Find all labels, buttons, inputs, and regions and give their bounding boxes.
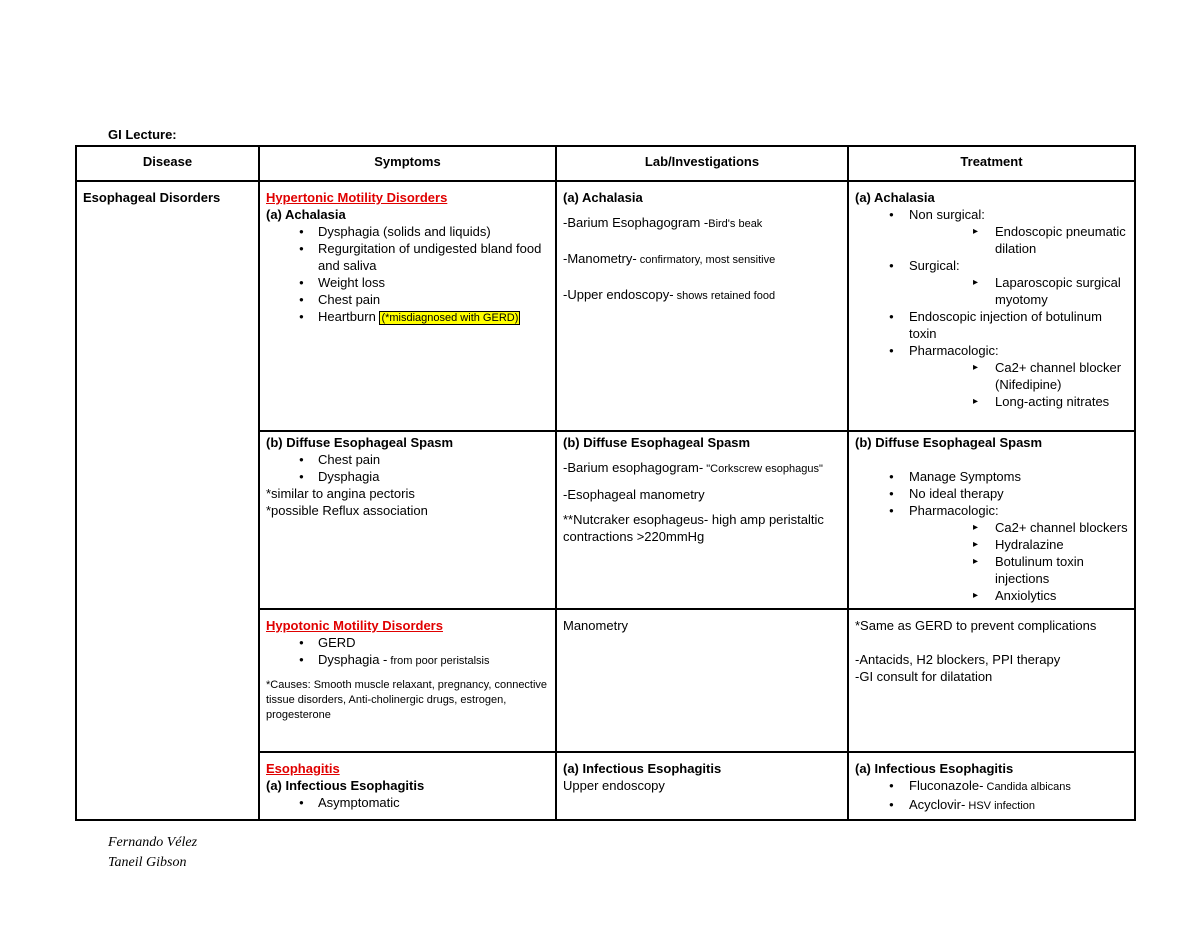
list-item-text: Heartburn xyxy=(318,309,376,324)
list-item xyxy=(266,651,549,670)
list-item-note: Candida albicans xyxy=(983,781,1071,793)
header-disease: Disease xyxy=(76,146,259,181)
subheading: (a) Achalasia xyxy=(563,190,643,205)
list-item: ▸ Ca2+ channel blocker (Nifedipine) xyxy=(909,359,1128,393)
symptoms-cell xyxy=(259,609,556,752)
symptom-list xyxy=(266,451,549,485)
list-item: ▸ Hydralazine xyxy=(909,536,1128,553)
document-title: GI Lecture: xyxy=(108,127,177,142)
list-item xyxy=(266,308,549,327)
disease-name: Esophageal Disorders xyxy=(83,190,221,205)
table-row xyxy=(76,181,1135,431)
list-item: ● Dysphagia (solids and liquids) xyxy=(266,223,549,240)
list-item: ▸ Anxiolytics xyxy=(909,587,1128,604)
list-item xyxy=(855,796,1128,815)
lecture-table xyxy=(75,145,1136,821)
treatment-cell xyxy=(848,431,1135,609)
list-item xyxy=(855,502,1128,604)
lab-item xyxy=(563,250,841,269)
list-item xyxy=(855,206,1128,257)
highlight-note: (*misdiagnosed with GERD) xyxy=(381,312,519,324)
causes-note: *Causes: Smooth muscle relaxant, pregnancy, connective tissue disorders, Anti-cholinergic drugs, estrogen, progesterone xyxy=(266,679,548,721)
note: *possible Reflux association xyxy=(266,503,428,518)
list-item-note: HSV infection xyxy=(965,800,1036,812)
section-heading: Hypertonic Motility Disorders xyxy=(266,190,448,205)
subheading: (a) Achalasia xyxy=(855,190,935,205)
author-name: Taneil Gibson xyxy=(108,855,187,870)
list-item: ▸ Long-acting nitrates xyxy=(909,393,1128,410)
section-heading: Hypotonic Motility Disorders xyxy=(266,618,443,633)
list-item: ● Endoscopic injection of botulinum toxin xyxy=(855,308,1128,342)
list-item: ● No ideal therapy xyxy=(855,485,1128,502)
lab-item: Upper endoscopy xyxy=(563,778,665,793)
lab-item: **Nutcraker esophageus- high amp peristaltic contractions >220mmHg xyxy=(563,512,824,544)
list-item: ▸ Ca2+ channel blockers xyxy=(909,519,1128,536)
list-item: ● Weight loss xyxy=(266,274,549,291)
list-item-text: Non surgical: xyxy=(909,207,985,222)
symptoms-cell xyxy=(259,431,556,609)
subheading: (b) Diffuse Esophageal Spasm xyxy=(266,435,454,450)
list-item-text: Dysphagia - xyxy=(318,652,388,667)
lab-cell xyxy=(556,609,848,752)
list-item: ● Manage Symptoms xyxy=(855,468,1128,485)
subheading: (a) Achalasia xyxy=(266,207,346,222)
list-item-text: Acyclovir- xyxy=(909,797,966,812)
lab-text: -Barium Esophagogram - xyxy=(563,215,709,230)
note: *similar to angina pectoris xyxy=(266,486,415,501)
list-item: ● Regurgitation of undigested bland food and saliva xyxy=(266,240,549,274)
list-item-text: Pharmacologic: xyxy=(909,343,999,358)
lab-note: Bird's beak xyxy=(708,218,763,230)
subheading: (a) Infectious Esophagitis xyxy=(563,761,722,776)
list-item-note: from poor peristalsis xyxy=(387,655,490,667)
list-item: ● Asymptomatic xyxy=(266,794,549,811)
list-item: ▸ Botulinum toxin injections xyxy=(909,553,1128,587)
list-item: ▸ Endoscopic pneumatic dilation xyxy=(909,223,1128,257)
list-item: ● Chest pain xyxy=(266,451,549,468)
lab-item: Manometry xyxy=(563,618,629,633)
subheading: (a) Infectious Esophagitis xyxy=(855,761,1014,776)
treatment-cell xyxy=(848,609,1135,752)
header-symptoms: Symptoms xyxy=(259,146,556,181)
list-item xyxy=(855,777,1128,796)
lab-text: -Barium esophagogram- xyxy=(563,460,704,475)
treatment-list xyxy=(855,468,1128,604)
lab-item xyxy=(563,214,841,233)
list-item xyxy=(855,257,1128,308)
list-item-text: Fluconazole- xyxy=(909,778,984,793)
lab-text: -Upper endoscopy- xyxy=(563,287,674,302)
treatment-text: -Antacids, H2 blockers, PPI therapy xyxy=(855,652,1061,667)
list-item: ● Chest pain xyxy=(266,291,549,308)
subheading: (b) Diffuse Esophageal Spasm xyxy=(563,435,751,450)
lab-text: -Manometry- xyxy=(563,251,637,266)
symptoms-cell xyxy=(259,752,556,820)
symptom-list xyxy=(266,223,549,327)
list-item: ● GERD xyxy=(266,634,549,651)
list-item xyxy=(855,342,1128,410)
symptoms-cell xyxy=(259,181,556,431)
header-row xyxy=(76,146,1135,181)
section-heading: Esophagitis xyxy=(266,761,340,776)
lab-cell xyxy=(556,431,848,609)
treatment-list xyxy=(855,206,1128,410)
lab-cell xyxy=(556,181,848,431)
disease-cell xyxy=(76,181,259,820)
lab-item xyxy=(563,286,841,305)
header-treatment: Treatment xyxy=(848,146,1135,181)
symptom-list xyxy=(266,794,549,811)
treatment-text: *Same as GERD to prevent complications xyxy=(855,618,1097,633)
subheading: (a) Infectious Esophagitis xyxy=(266,778,425,793)
header-lab: Lab/Investigations xyxy=(556,146,848,181)
treatment-cell xyxy=(848,752,1135,820)
list-item: ▸ Laparoscopic surgical myotomy xyxy=(909,274,1128,308)
list-item: ● Dysphagia xyxy=(266,468,549,485)
lab-item xyxy=(563,459,841,478)
subheading: (b) Diffuse Esophageal Spasm xyxy=(855,435,1043,450)
lab-item: -Esophageal manometry xyxy=(563,487,705,502)
list-item-text: Surgical: xyxy=(909,258,960,273)
lab-note: shows retained food xyxy=(673,290,776,302)
symptom-list xyxy=(266,634,549,670)
treatment-list xyxy=(855,777,1128,815)
treatment-text: -GI consult for dilatation xyxy=(855,669,993,684)
lab-note: "Corkscrew esophagus" xyxy=(703,463,823,475)
author-name: Fernando Vélez xyxy=(108,835,198,850)
treatment-cell xyxy=(848,181,1135,431)
lab-cell xyxy=(556,752,848,820)
list-item-text: Pharmacologic: xyxy=(909,503,999,518)
lab-note: confirmatory, most sensitive xyxy=(636,254,776,266)
